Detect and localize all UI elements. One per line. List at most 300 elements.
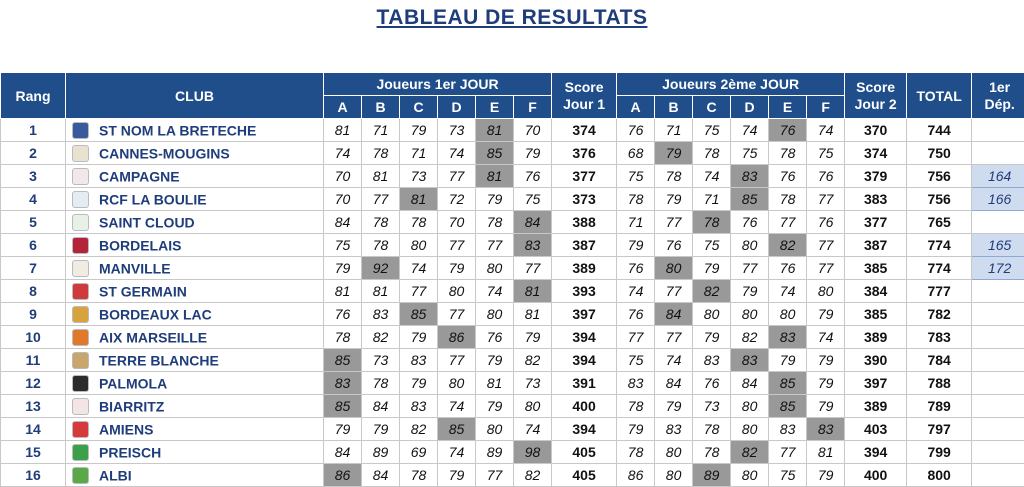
page-title: TABLEAU DE RESULTATS (0, 6, 1024, 30)
club-logo-icon (72, 214, 89, 231)
score-jour2-cell: 385 (845, 257, 907, 280)
day1-player-score: 77 (438, 234, 476, 257)
club-name: PREISCH (99, 444, 161, 460)
club-name: CAMPAGNE (99, 168, 180, 184)
total-cell: 799 (907, 441, 972, 464)
total-cell: 783 (907, 326, 972, 349)
total-cell: 777 (907, 280, 972, 303)
score-jour2-cell: 370 (845, 119, 907, 142)
day2-player-score: 76 (807, 211, 845, 234)
first-dep-cell (972, 280, 1024, 303)
day2-player-score: 85 (731, 188, 769, 211)
total-cell: 789 (907, 395, 972, 418)
day2-player-score: 71 (655, 119, 693, 142)
day2-player-score: 77 (769, 441, 807, 464)
day1-player-score: 80 (476, 257, 514, 280)
club-name: AIX MARSEILLE (99, 329, 207, 345)
day2-player-score: 80 (731, 303, 769, 326)
header-score-jour2: Score Jour 2 (845, 73, 907, 119)
day1-player-score: 78 (400, 211, 438, 234)
day1-player-score: 69 (400, 441, 438, 464)
total-cell: 744 (907, 119, 972, 142)
day1-player-score: 72 (438, 188, 476, 211)
day1-player-score: 86 (324, 464, 362, 487)
day2-player-score: 71 (617, 211, 655, 234)
results-table (0, 72, 1024, 487)
day1-player-score: 79 (400, 119, 438, 142)
day2-player-score: 80 (769, 303, 807, 326)
header-player-c-day2: C (693, 96, 731, 119)
score-jour1-cell: 373 (552, 188, 617, 211)
table-row (1, 280, 1024, 303)
day1-player-score: 74 (438, 395, 476, 418)
day2-player-score: 79 (731, 280, 769, 303)
day1-player-score: 81 (514, 303, 552, 326)
day2-player-score: 75 (617, 165, 655, 188)
day2-player-score: 76 (617, 257, 655, 280)
day1-player-score: 77 (438, 349, 476, 372)
first-dep-cell (972, 326, 1024, 349)
club-logo-icon (72, 306, 89, 323)
day1-player-score: 70 (514, 119, 552, 142)
score-jour2-cell: 390 (845, 349, 907, 372)
rank-cell: 14 (1, 418, 66, 441)
club-name: ST NOM LA BRETECHE (99, 122, 256, 138)
day1-player-score: 78 (362, 211, 400, 234)
day1-player-score: 79 (438, 257, 476, 280)
score-jour2-cell: 403 (845, 418, 907, 441)
day1-player-score: 73 (438, 119, 476, 142)
day1-player-score: 81 (476, 372, 514, 395)
day1-player-score: 78 (362, 142, 400, 165)
club-name: ST GERMAIN (99, 283, 187, 299)
header-total: TOTAL (907, 73, 972, 119)
club-name: TERRE BLANCHE (99, 352, 219, 368)
day1-player-score: 75 (324, 234, 362, 257)
club-name: MANVILLE (99, 260, 171, 276)
day2-player-score: 75 (693, 234, 731, 257)
day2-player-score: 76 (655, 234, 693, 257)
club-logo-icon (72, 329, 89, 346)
first-dep-cell: 172 (972, 257, 1024, 280)
day1-player-score: 73 (362, 349, 400, 372)
day2-player-score: 77 (655, 211, 693, 234)
day2-player-score: 79 (655, 142, 693, 165)
club-name: SAINT CLOUD (99, 214, 195, 230)
header-player-a-day2: A (617, 96, 655, 119)
day2-player-score: 68 (617, 142, 655, 165)
first-dep-cell (972, 211, 1024, 234)
day2-player-score: 80 (731, 464, 769, 487)
day2-player-score: 75 (693, 119, 731, 142)
day2-player-score: 83 (693, 349, 731, 372)
day2-player-score: 83 (617, 372, 655, 395)
score-jour1-cell: 394 (552, 326, 617, 349)
day2-player-score: 78 (693, 211, 731, 234)
club-cell (66, 280, 324, 303)
rank-cell: 11 (1, 349, 66, 372)
day1-player-score: 84 (362, 464, 400, 487)
header-player-b-day2: B (655, 96, 693, 119)
first-dep-cell: 164 (972, 165, 1024, 188)
day1-player-score: 79 (476, 349, 514, 372)
day1-player-score: 80 (400, 234, 438, 257)
first-dep-cell (972, 303, 1024, 326)
club-logo-icon (72, 467, 89, 484)
table-row (1, 188, 1024, 211)
first-dep-cell (972, 372, 1024, 395)
day2-player-score: 73 (693, 395, 731, 418)
day2-player-score: 74 (655, 349, 693, 372)
total-cell: 756 (907, 165, 972, 188)
day1-player-score: 71 (362, 119, 400, 142)
day2-player-score: 80 (655, 441, 693, 464)
day1-player-score: 81 (324, 280, 362, 303)
day2-player-score: 85 (769, 372, 807, 395)
club-cell (66, 234, 324, 257)
first-dep-cell (972, 418, 1024, 441)
day2-player-score: 76 (617, 303, 655, 326)
rank-cell: 10 (1, 326, 66, 349)
day1-player-score: 70 (324, 188, 362, 211)
day2-player-score: 83 (769, 418, 807, 441)
day1-player-score: 78 (362, 372, 400, 395)
header-score-jour1: Score Jour 1 (552, 73, 617, 119)
rank-cell: 3 (1, 165, 66, 188)
day1-player-score: 82 (400, 418, 438, 441)
day2-player-score: 74 (769, 280, 807, 303)
day1-player-score: 77 (514, 257, 552, 280)
table-row (1, 464, 1024, 487)
club-logo-icon (72, 191, 89, 208)
day1-player-score: 81 (514, 280, 552, 303)
day2-player-score: 76 (617, 119, 655, 142)
club-logo-icon (72, 260, 89, 277)
day2-player-score: 83 (731, 165, 769, 188)
day2-player-score: 80 (731, 395, 769, 418)
rank-cell: 8 (1, 280, 66, 303)
day2-player-score: 76 (769, 119, 807, 142)
day2-player-score: 79 (617, 418, 655, 441)
first-dep-cell (972, 349, 1024, 372)
club-logo-icon (72, 283, 89, 300)
day2-player-score: 79 (655, 188, 693, 211)
day1-player-score: 78 (362, 234, 400, 257)
club-logo-icon (72, 444, 89, 461)
day1-player-score: 77 (400, 280, 438, 303)
header-player-e-day2: E (769, 96, 807, 119)
day1-player-score: 70 (438, 211, 476, 234)
day1-player-score: 80 (438, 372, 476, 395)
day2-player-score: 79 (655, 395, 693, 418)
club-name: BORDEAUX LAC (99, 306, 212, 322)
day1-player-score: 74 (476, 280, 514, 303)
day2-player-score: 81 (807, 441, 845, 464)
header-player-a: A (324, 96, 362, 119)
score-jour2-cell: 394 (845, 441, 907, 464)
results-body (1, 119, 1024, 487)
score-jour1-cell: 377 (552, 165, 617, 188)
day1-player-score: 79 (400, 372, 438, 395)
day1-player-score: 81 (324, 119, 362, 142)
day1-player-score: 75 (514, 188, 552, 211)
day1-player-score: 78 (324, 326, 362, 349)
day1-player-score: 81 (362, 280, 400, 303)
header-player-e: E (476, 96, 514, 119)
header-first-dep: 1er Dép. (972, 73, 1024, 119)
day2-player-score: 79 (807, 395, 845, 418)
score-jour2-cell: 397 (845, 372, 907, 395)
day2-player-score: 79 (693, 257, 731, 280)
day2-player-score: 79 (617, 234, 655, 257)
score-jour1-cell: 394 (552, 349, 617, 372)
day1-player-score: 78 (476, 211, 514, 234)
club-cell (66, 441, 324, 464)
day1-player-score: 76 (324, 303, 362, 326)
day2-player-score: 79 (807, 349, 845, 372)
score-jour1-cell: 400 (552, 395, 617, 418)
day2-player-score: 75 (769, 464, 807, 487)
table-row (1, 441, 1024, 464)
header-rang: Rang (1, 73, 66, 119)
day2-player-score: 76 (731, 211, 769, 234)
day1-player-score: 81 (400, 188, 438, 211)
club-cell (66, 349, 324, 372)
day1-player-score: 85 (476, 142, 514, 165)
day2-player-score: 84 (655, 372, 693, 395)
score-jour2-cell: 377 (845, 211, 907, 234)
day2-player-score: 79 (693, 326, 731, 349)
day1-player-score: 92 (362, 257, 400, 280)
day2-player-score: 77 (655, 326, 693, 349)
rank-cell: 6 (1, 234, 66, 257)
rank-cell: 2 (1, 142, 66, 165)
club-cell (66, 418, 324, 441)
day2-player-score: 74 (693, 165, 731, 188)
day2-player-score: 76 (769, 165, 807, 188)
score-jour1-cell: 387 (552, 234, 617, 257)
day1-player-score: 98 (514, 441, 552, 464)
total-cell: 765 (907, 211, 972, 234)
first-dep-cell: 165 (972, 234, 1024, 257)
day1-player-score: 78 (400, 464, 438, 487)
day2-player-score: 77 (617, 326, 655, 349)
day2-player-score: 75 (807, 142, 845, 165)
club-cell (66, 326, 324, 349)
day1-player-score: 77 (438, 165, 476, 188)
day1-player-score: 81 (362, 165, 400, 188)
club-cell (66, 372, 324, 395)
day1-player-score: 82 (514, 349, 552, 372)
day2-player-score: 78 (617, 188, 655, 211)
day2-player-score: 77 (731, 257, 769, 280)
club-logo-icon (72, 168, 89, 185)
total-cell: 784 (907, 349, 972, 372)
score-jour2-cell: 400 (845, 464, 907, 487)
total-cell: 774 (907, 257, 972, 280)
score-jour1-cell: 376 (552, 142, 617, 165)
day2-player-score: 76 (769, 257, 807, 280)
day2-player-score: 76 (807, 165, 845, 188)
day2-player-score: 78 (769, 142, 807, 165)
day2-player-score: 82 (731, 441, 769, 464)
first-dep-cell (972, 395, 1024, 418)
day2-player-score: 79 (807, 372, 845, 395)
day2-player-score: 78 (693, 418, 731, 441)
day1-player-score: 85 (438, 418, 476, 441)
day1-player-score: 71 (400, 142, 438, 165)
day1-player-score: 79 (324, 257, 362, 280)
table-row (1, 234, 1024, 257)
score-jour2-cell: 389 (845, 326, 907, 349)
day1-player-score: 77 (476, 234, 514, 257)
club-cell (66, 119, 324, 142)
header-player-b: B (362, 96, 400, 119)
rank-cell: 13 (1, 395, 66, 418)
total-cell: 797 (907, 418, 972, 441)
day2-player-score: 78 (769, 188, 807, 211)
header-jour2: Joueurs 2ème JOUR (617, 73, 845, 96)
table-row (1, 119, 1024, 142)
day1-player-score: 83 (400, 395, 438, 418)
club-logo-icon (72, 237, 89, 254)
rank-cell: 7 (1, 257, 66, 280)
club-name: PALMOLA (99, 375, 167, 391)
score-jour1-cell: 393 (552, 280, 617, 303)
total-cell: 782 (907, 303, 972, 326)
rank-cell: 15 (1, 441, 66, 464)
header-player-c: C (400, 96, 438, 119)
day2-player-score: 74 (807, 119, 845, 142)
club-name: AMIENS (99, 421, 153, 437)
day2-player-score: 78 (693, 441, 731, 464)
club-logo-icon (72, 122, 89, 139)
table-row (1, 165, 1024, 188)
day1-player-score: 74 (324, 142, 362, 165)
total-cell: 788 (907, 372, 972, 395)
rank-cell: 16 (1, 464, 66, 487)
table-row (1, 326, 1024, 349)
day2-player-score: 77 (769, 211, 807, 234)
day1-player-score: 85 (324, 395, 362, 418)
club-name: RCF LA BOULIE (99, 191, 207, 207)
score-jour2-cell: 389 (845, 395, 907, 418)
score-jour2-cell: 379 (845, 165, 907, 188)
header-club: CLUB (66, 73, 324, 119)
day2-player-score: 80 (693, 303, 731, 326)
day2-player-score: 80 (655, 464, 693, 487)
header-player-d: D (438, 96, 476, 119)
club-cell (66, 257, 324, 280)
day1-player-score: 74 (514, 418, 552, 441)
day1-player-score: 80 (514, 395, 552, 418)
total-cell: 800 (907, 464, 972, 487)
club-logo-icon (72, 398, 89, 415)
total-cell: 750 (907, 142, 972, 165)
day2-player-score: 79 (807, 464, 845, 487)
first-dep-cell (972, 119, 1024, 142)
score-jour2-cell: 384 (845, 280, 907, 303)
header-jour1: Joueurs 1er JOUR (324, 73, 552, 96)
day1-player-score: 74 (400, 257, 438, 280)
score-jour1-cell: 405 (552, 464, 617, 487)
day1-player-score: 73 (400, 165, 438, 188)
score-jour1-cell: 397 (552, 303, 617, 326)
day1-player-score: 82 (514, 464, 552, 487)
rank-cell: 4 (1, 188, 66, 211)
day1-player-score: 84 (362, 395, 400, 418)
day1-player-score: 79 (514, 142, 552, 165)
club-logo-icon (72, 375, 89, 392)
rank-cell: 1 (1, 119, 66, 142)
rank-cell: 9 (1, 303, 66, 326)
club-cell (66, 464, 324, 487)
day1-player-score: 84 (324, 441, 362, 464)
day2-player-score: 74 (731, 119, 769, 142)
day1-player-score: 73 (514, 372, 552, 395)
header-player-d-day2: D (731, 96, 769, 119)
day2-player-score: 78 (617, 395, 655, 418)
day1-player-score: 74 (438, 441, 476, 464)
day1-player-score: 79 (476, 395, 514, 418)
day1-player-score: 80 (476, 303, 514, 326)
club-name: BIARRITZ (99, 398, 164, 414)
day2-player-score: 79 (769, 349, 807, 372)
day2-player-score: 85 (769, 395, 807, 418)
score-jour2-cell: 387 (845, 234, 907, 257)
day1-player-score: 89 (362, 441, 400, 464)
club-cell (66, 165, 324, 188)
day1-player-score: 81 (476, 119, 514, 142)
day2-player-score: 86 (617, 464, 655, 487)
header-player-f-day2: F (807, 96, 845, 119)
score-jour1-cell: 389 (552, 257, 617, 280)
day2-player-score: 79 (807, 303, 845, 326)
day2-player-score: 80 (807, 280, 845, 303)
day2-player-score: 82 (769, 234, 807, 257)
day1-player-score: 89 (476, 441, 514, 464)
day1-player-score: 76 (476, 326, 514, 349)
day1-player-score: 79 (362, 418, 400, 441)
first-dep-cell: 166 (972, 188, 1024, 211)
score-jour1-cell: 374 (552, 119, 617, 142)
day1-player-score: 79 (514, 326, 552, 349)
club-name: ALBI (99, 467, 132, 483)
day2-player-score: 76 (693, 372, 731, 395)
table-row (1, 418, 1024, 441)
total-cell: 774 (907, 234, 972, 257)
day2-player-score: 77 (807, 234, 845, 257)
score-jour1-cell: 405 (552, 441, 617, 464)
club-logo-icon (72, 421, 89, 438)
club-cell (66, 211, 324, 234)
day1-player-score: 79 (476, 188, 514, 211)
day2-player-score: 78 (693, 142, 731, 165)
day2-player-score: 77 (807, 257, 845, 280)
day2-player-score: 74 (617, 280, 655, 303)
day2-player-score: 83 (731, 349, 769, 372)
club-name: CANNES-MOUGINS (99, 145, 230, 161)
day2-player-score: 83 (807, 418, 845, 441)
day1-player-score: 82 (362, 326, 400, 349)
club-cell (66, 142, 324, 165)
day1-player-score: 77 (438, 303, 476, 326)
rank-cell: 5 (1, 211, 66, 234)
score-jour2-cell: 385 (845, 303, 907, 326)
score-jour1-cell: 394 (552, 418, 617, 441)
day2-player-score: 75 (617, 349, 655, 372)
day2-player-score: 71 (693, 188, 731, 211)
